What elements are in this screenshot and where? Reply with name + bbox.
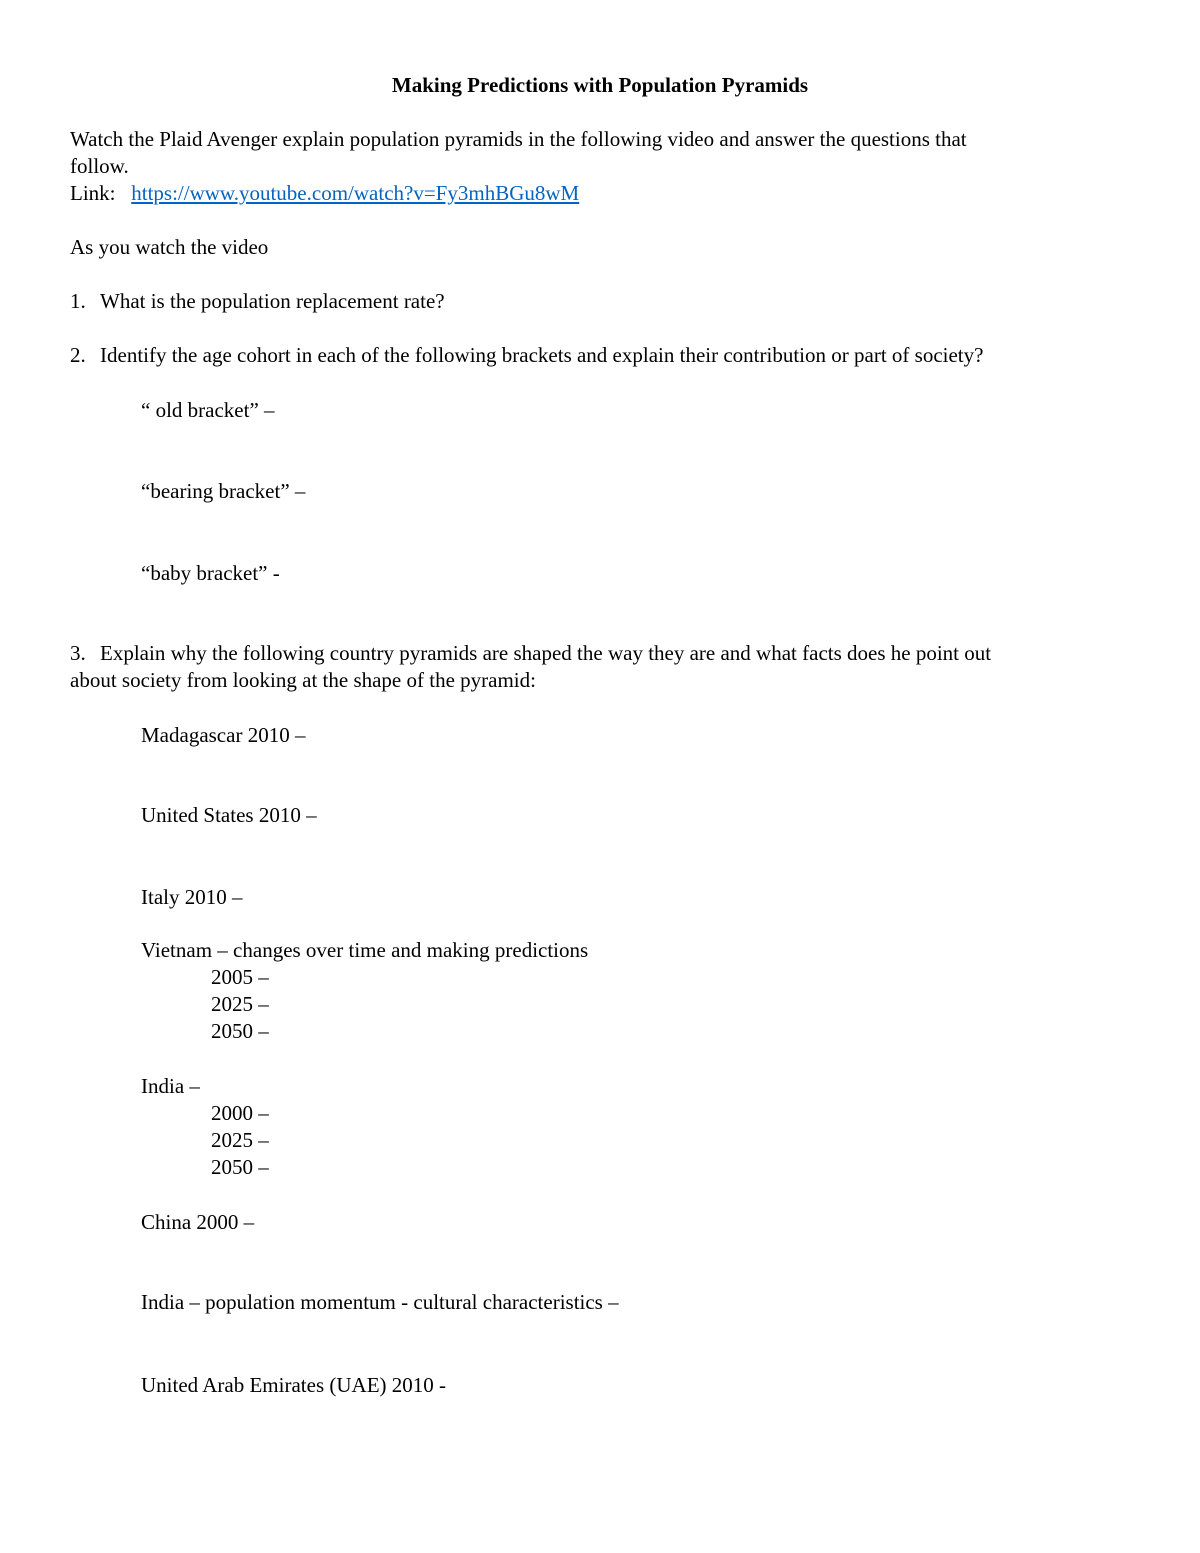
link-label: Link: xyxy=(70,181,116,205)
as-you-watch-heading: As you watch the video xyxy=(70,235,269,259)
youtube-video-link[interactable]: https://www.youtube.com/watch?v=Fy3mhBGu8wM xyxy=(131,181,580,205)
vietnam-year-item: 2005 – xyxy=(211,965,269,989)
india-item: India – xyxy=(141,1074,200,1098)
vietnam-year-item: 2025 – xyxy=(211,992,269,1016)
question-3-text: Explain why the following country pyramids are shaped the way they are and what facts does he point out xyxy=(100,641,992,665)
india-year-item: 2050 – xyxy=(211,1155,269,1179)
question-1-text: What is the population replacement rate? xyxy=(100,289,445,313)
bearing-bracket-item: “bearing bracket” – xyxy=(141,479,306,503)
india-momentum-item: India – population momentum - cultural characteristics – xyxy=(141,1290,619,1314)
question-3-line-2: about society from looking at the shape of the pyramid: xyxy=(70,668,536,692)
united-states-item: United States 2010 – xyxy=(141,803,317,827)
vietnam-year-item: 2050 – xyxy=(211,1019,269,1043)
question-1-number: 1. xyxy=(70,289,86,313)
video-link-row xyxy=(70,180,579,207)
question-2-number: 2. xyxy=(70,343,86,367)
india-year-item: 2025 – xyxy=(211,1128,269,1152)
question-2 xyxy=(70,342,983,369)
madagascar-item: Madagascar 2010 – xyxy=(141,723,306,747)
page-title: Making Predictions with Population Pyramids xyxy=(391,73,809,97)
question-1 xyxy=(70,288,445,315)
uae-item: United Arab Emirates (UAE) 2010 - xyxy=(141,1373,447,1397)
question-3-line-1 xyxy=(70,640,991,667)
italy-item: Italy 2010 – xyxy=(141,885,243,909)
vietnam-item: Vietnam – changes over time and making predictions xyxy=(141,938,589,962)
old-bracket-item: “ old bracket” – xyxy=(141,398,275,422)
question-3-number: 3. xyxy=(70,641,86,665)
china-item: China 2000 – xyxy=(141,1210,255,1234)
intro-text-line-2: follow. xyxy=(70,154,129,178)
india-year-item: 2000 – xyxy=(211,1101,269,1125)
question-2-text: Identify the age cohort in each of the following brackets and explain their contribution or part of society? xyxy=(100,343,984,367)
intro-text-line-1: Watch the Plaid Avenger explain population pyramids in the following video and answer the questions that xyxy=(70,127,967,151)
baby-bracket-item: “baby bracket” - xyxy=(141,561,280,585)
